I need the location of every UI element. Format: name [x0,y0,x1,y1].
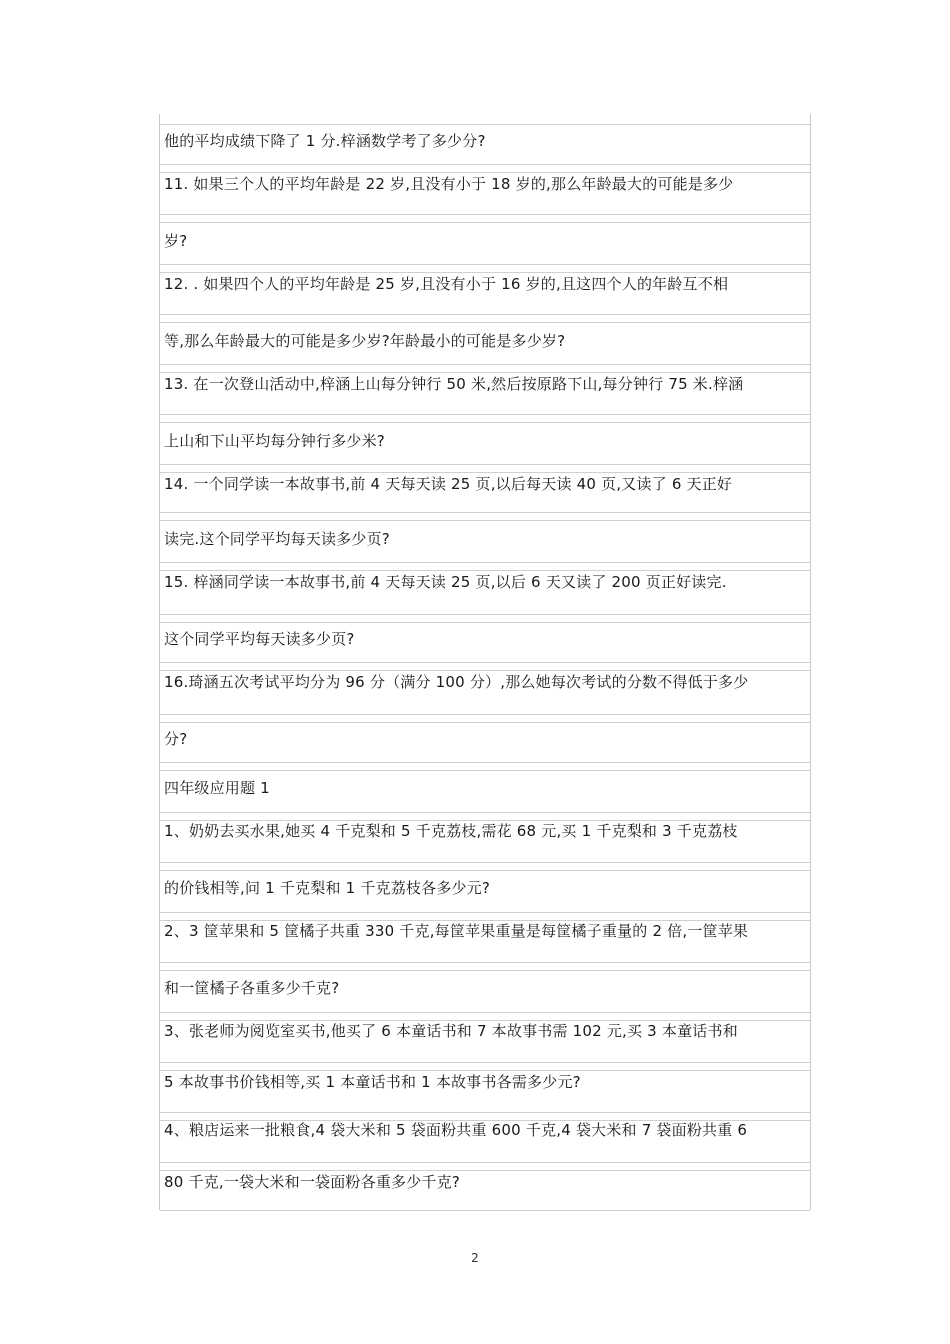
document-page [159,114,811,1210]
rule-line [160,912,810,913]
text-line: 14. 一个同学读一本故事书,前 4 天每天读 25 页,以后每天读 40 页,又读了 6 天正好 [164,475,733,493]
text-line: 4、粮店运来一批粮食,4 袋大米和 5 袋面粉共重 600 千克,4 袋大米和 7 袋面粉共重 6 [164,1121,748,1139]
rule-line [160,562,810,563]
text-line: 80 千克,一袋大米和一袋面粉各重多少千克? [164,1173,460,1191]
text-line: 3、张老师为阅览室买书,他买了 6 本童话书和 7 本故事书需 102 元,买 3 本童话书和 [164,1022,738,1040]
rule-line [160,714,810,715]
section-heading: 四年级应用题 1 [164,779,270,797]
rule-line [160,314,810,315]
rule-line [160,622,810,623]
rule-line [160,762,810,763]
rule-line [160,770,810,771]
page-number: 2 [471,1251,479,1265]
rule-line [160,812,810,813]
rule-line [160,1062,810,1063]
rule-line [160,520,810,521]
rule-line [160,1070,810,1071]
text-line: 上山和下山平均每分钟行多少米? [164,432,385,450]
rule-line [160,1210,810,1211]
rule-line [160,172,810,173]
text-line: 读完.这个同学平均每天读多少页? [164,530,390,548]
rule-line [160,970,810,971]
rule-line [160,614,810,615]
text-line: 13. 在一次登山活动中,梓涵上山每分钟行 50 米,然后按原路下山,每分钟行 75 米.梓涵 [164,375,744,393]
text-line: 他的平均成绩下降了 1 分.梓涵数学考了多少分? [164,132,486,150]
rule-line [160,222,810,223]
rule-line [160,124,810,125]
text-line: 12. . 如果四个人的平均年龄是 25 岁,且没有小于 16 岁的,且这四个人的年龄互不相 [164,275,729,293]
text-line: 分? [164,730,188,748]
rule-line [160,472,810,473]
rule-line [160,414,810,415]
rule-line [160,214,810,215]
rule-line [160,272,810,273]
text-line: 2、3 筐苹果和 5 筐橘子共重 330 千克,每筐苹果重量是每筐橘子重量的 2 倍,一筐苹果 [164,922,749,940]
text-line: 这个同学平均每天读多少页? [164,630,355,648]
rule-line [160,1170,810,1171]
rule-line [160,722,810,723]
rule-line [160,364,810,365]
text-line: 11. 如果三个人的平均年龄是 22 岁,且没有小于 18 岁的,那么年龄最大的可能是多少 [164,175,734,193]
rule-line [160,464,810,465]
rule-line [160,1012,810,1013]
rule-line [160,264,810,265]
text-line: 和一筐橘子各重多少千克? [164,979,340,997]
rule-line [160,670,810,671]
rule-line [160,322,810,323]
text-line: 1、奶奶去买水果,她买 4 千克梨和 5 千克荔枝,需花 68 元,买 1 千克梨和 3 千克荔枝 [164,822,738,840]
rule-line [160,372,810,373]
rule-line [160,570,810,571]
rule-line [160,1112,810,1113]
rule-line [160,512,810,513]
text-line: 等,那么年龄最大的可能是多少岁?年龄最小的可能是多少岁? [164,332,566,350]
text-line: 的价钱相等,问 1 千克梨和 1 千克荔枝各多少元? [164,879,491,897]
text-line: 15. 梓涵同学读一本故事书,前 4 天每天读 25 页,以后 6 天又读了 200 页正好读完. [164,573,727,591]
text-line: 岁? [164,232,188,250]
rule-line [160,662,810,663]
rule-line [160,164,810,165]
rule-line [160,862,810,863]
rule-line [160,962,810,963]
text-line: 5 本故事书价钱相等,买 1 本童话书和 1 本故事书各需多少元? [164,1073,581,1091]
rule-line [160,1162,810,1163]
rule-line [160,422,810,423]
text-line: 16.琦涵五次考试平均分为 96 分（满分 100 分）,那么她每次考试的分数不得低于多少 [164,673,749,691]
rule-line [160,870,810,871]
